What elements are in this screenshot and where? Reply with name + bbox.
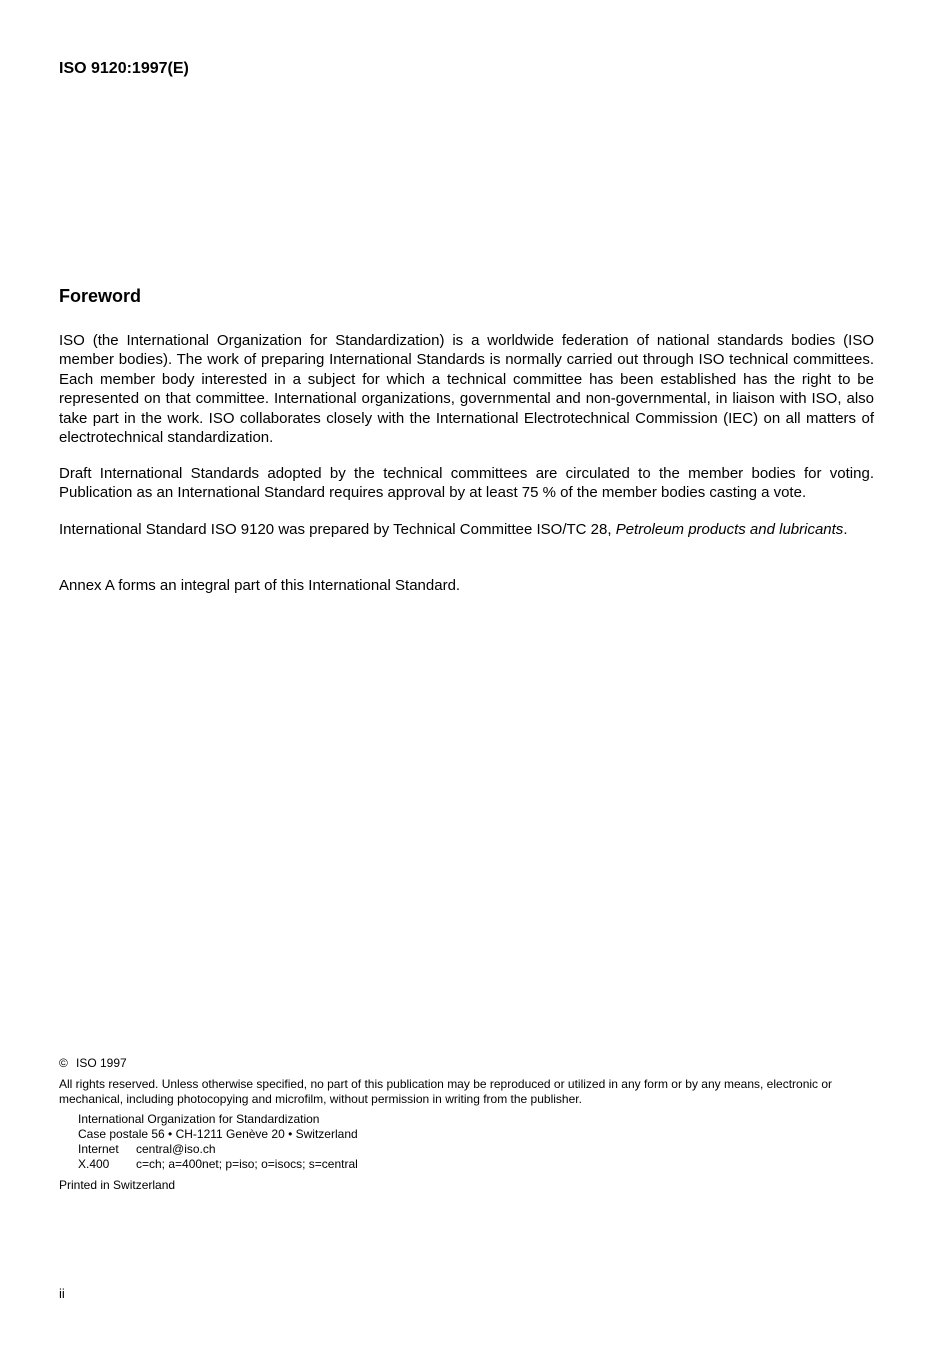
copyright-text: ISO 1997 <box>76 1056 127 1070</box>
x400-value: c=ch; a=400net; p=iso; o=isocs; s=central <box>136 1157 358 1171</box>
paragraph-3-suffix: . <box>843 521 848 538</box>
foreword-paragraph-3 <box>59 520 874 539</box>
foreword-paragraph-2: Draft International Standards adopted by the technical committees are circulated to the member bodies for voting. Publication as an International Standard requires approval by at least 75 % of the member bodies casting a vote. <box>59 465 874 502</box>
rights-statement: All rights reserved. Unless otherwise specified, no part of this publication may be reproduced or utilized in any form or by any means, electronic or mechanical, including photocopying and microfilm, without permission in writing from the publisher. <box>59 1077 833 1106</box>
printed-location: Printed in Switzerland <box>59 1178 176 1192</box>
publisher-address <box>78 1112 358 1172</box>
foreword-heading: Foreword <box>59 286 142 306</box>
x400-label: X.400 <box>78 1157 110 1171</box>
foreword-paragraph-1: ISO (the International Organization for Standardization) is a worldwide federation of national standards bodies (ISO member bodies). The work of preparing International Standards is normally carried out through ISO technical committees. Each member body interested in a subject for which a technical committee has been established has the right to be represented on that committee. International organizations, governmental and non-governmental, in liaison with ISO, also take part in the work. ISO collaborates closely with the International Electrotechnical Commission (IEC) on all matters of electrotechnical standardization. <box>59 332 874 447</box>
publisher-internet <box>78 1142 358 1157</box>
internet-label: Internet <box>78 1142 119 1156</box>
copyright-line <box>59 1056 127 1071</box>
document-identifier: ISO 9120:1997(E) <box>59 60 189 77</box>
page-number: ii <box>59 1286 65 1301</box>
committee-title: Petroleum products and lubricants <box>615 521 844 538</box>
foreword-paragraph-4: Annex A forms an integral part of this International Standard. <box>59 577 461 594</box>
internet-value: central@iso.ch <box>136 1142 216 1156</box>
paragraph-3-prefix: International Standard ISO 9120 was prepared by Technical Committee ISO/TC 28, <box>59 521 616 538</box>
publisher-x400 <box>78 1157 358 1172</box>
copyright-icon: © <box>59 1056 68 1070</box>
publisher-postal: Case postale 56 • CH-1211 Genève 20 • Switzerland <box>78 1127 358 1141</box>
publisher-org: International Organization for Standardization <box>78 1112 320 1126</box>
